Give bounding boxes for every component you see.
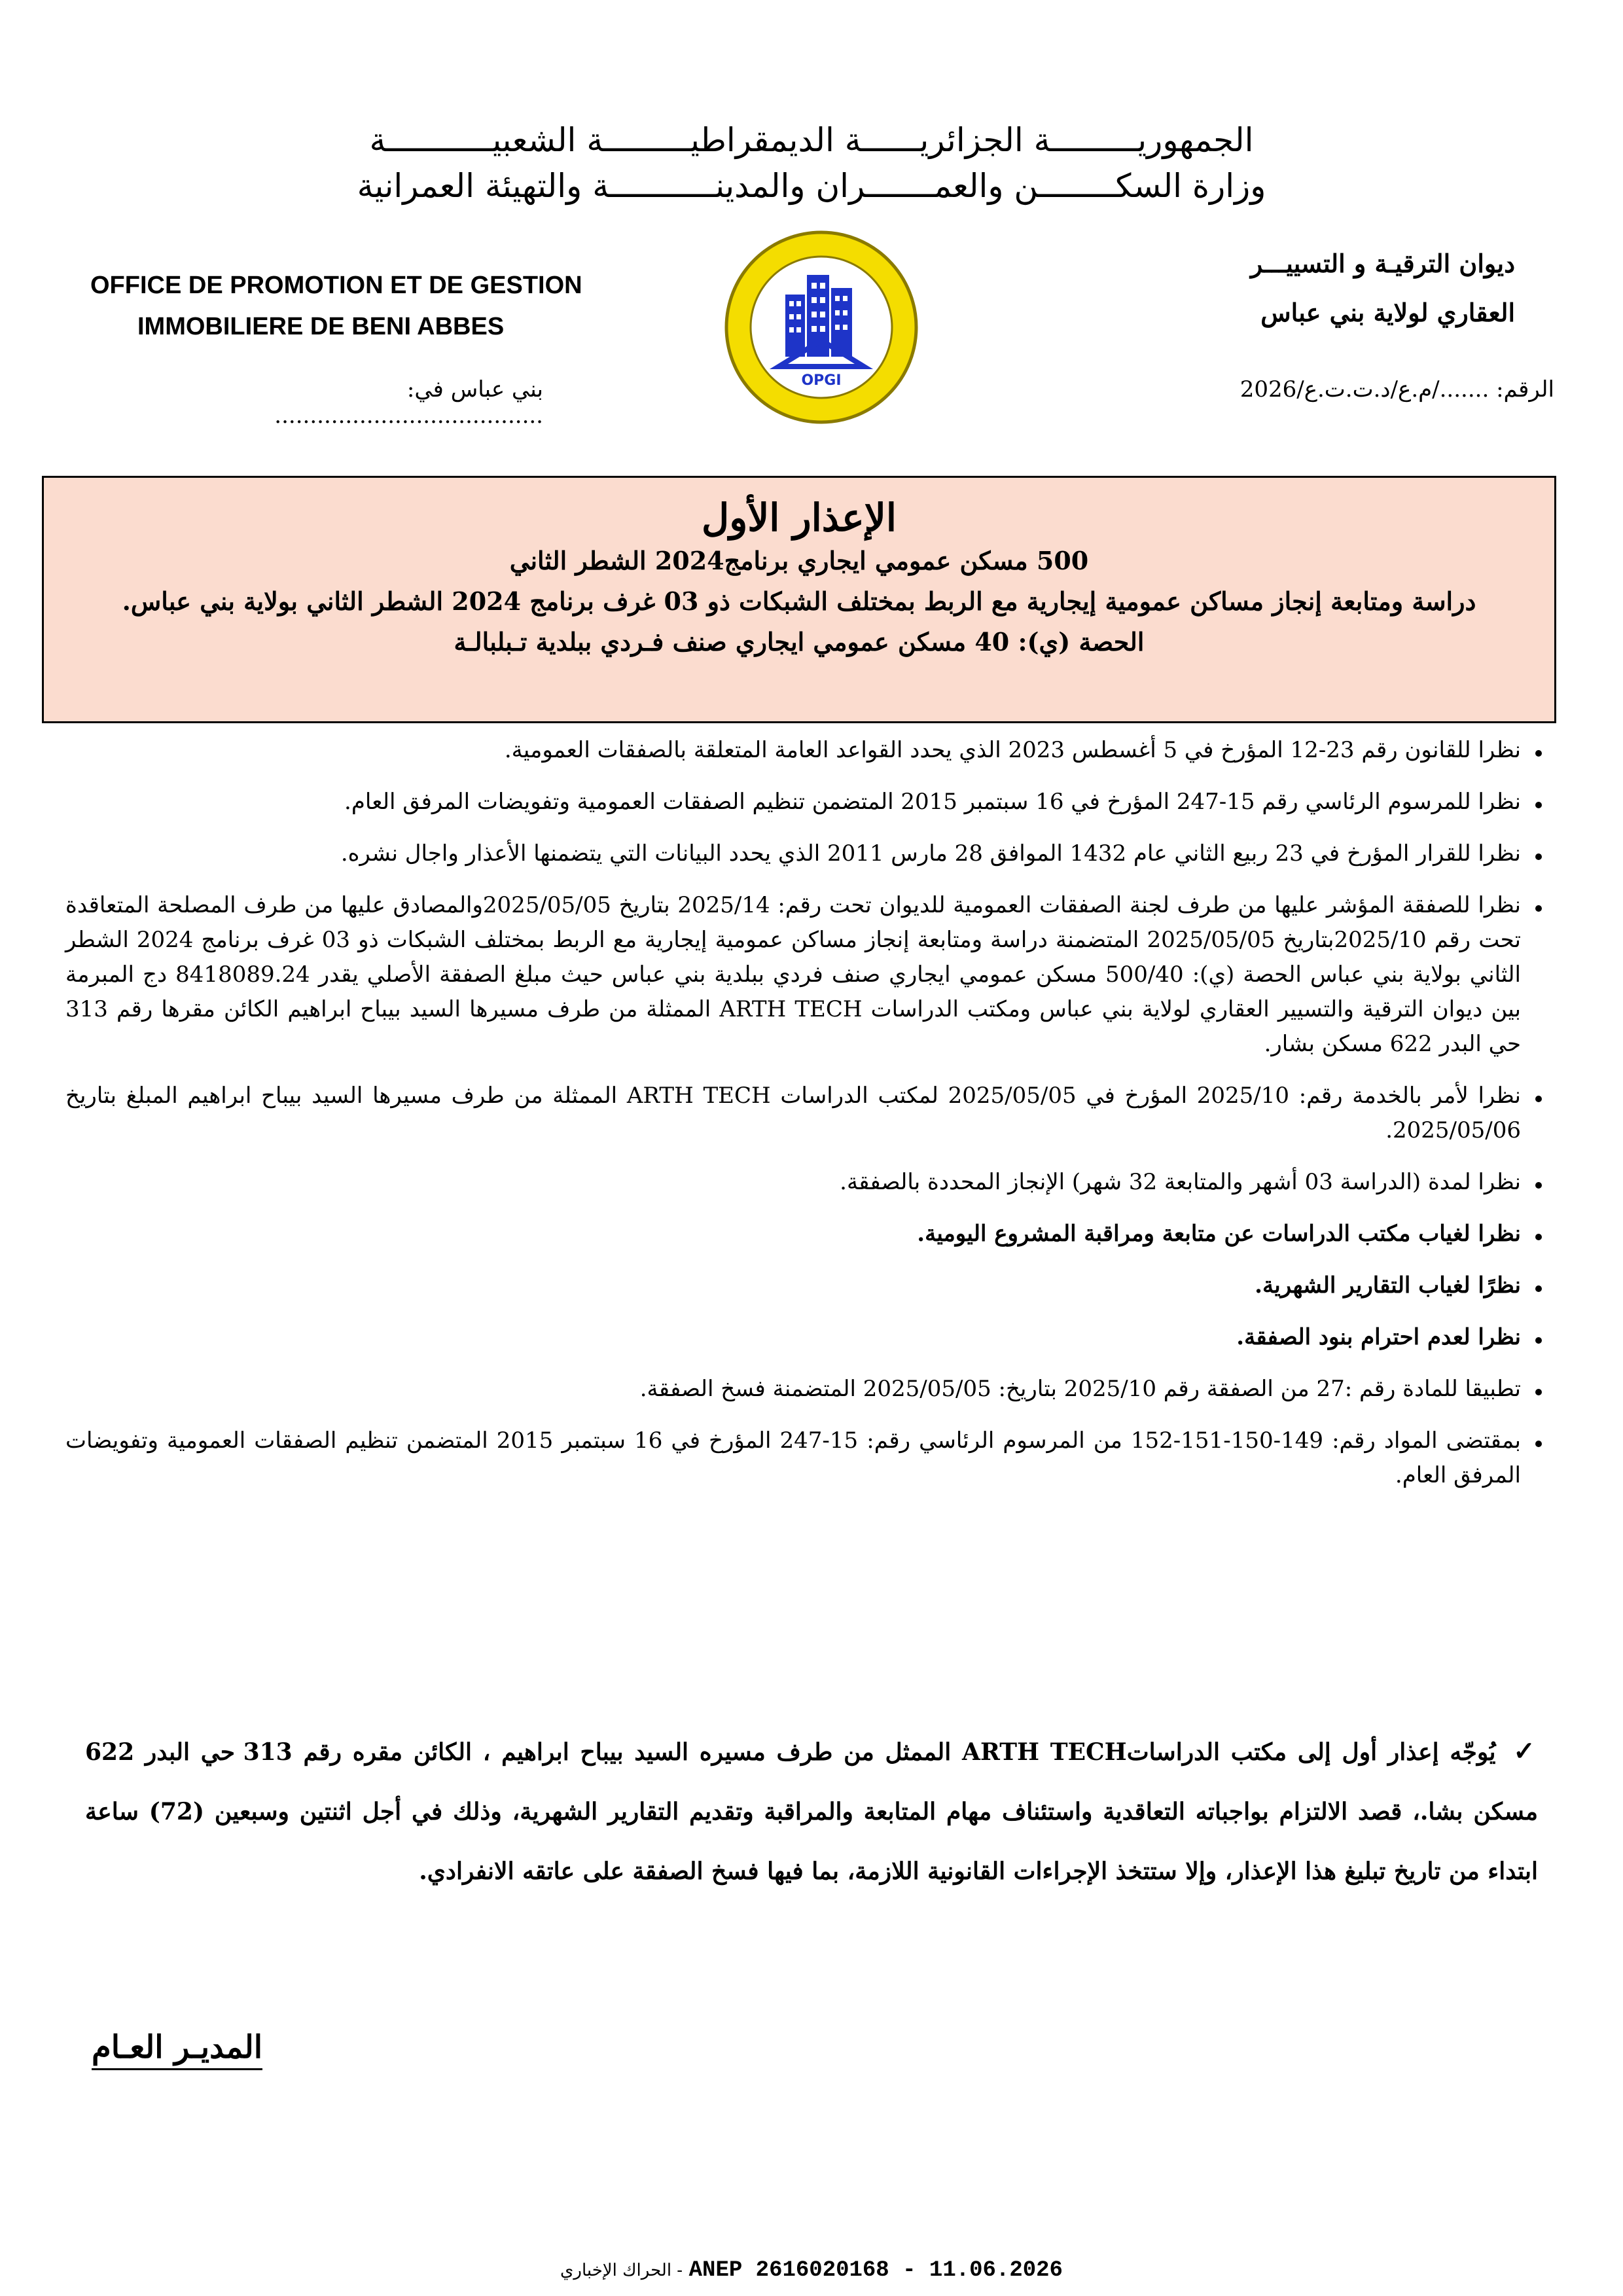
office-name-ar-line1: ديوان الترقيـة و التسييـــر [1250,249,1515,278]
notice-box [42,476,1556,723]
final-directive-text: يُوجّه إعذار أول إلى مكتب الدراساتARTH TECH الممثل من طرف مسيره السيد بيباح ابراهيم ، الكائن مقره رقم 313 حي البدر 622 مسكن بشا.، قصد الالتزام بواجباته التعاقدية واستئناف مهام المتابعة والمراقبة وتقديم التقارير الشهرية، وذلك في أجل اثنتين وسبعين (72) ساعة ابتداء من تاريخ تبليغ هذا الإعذار، وإلا ستتخذ الإجراءات القانونية اللازمة، بما فيها فسخ الصفقة على عاتقه الانفرادي. [85,1738,1538,1885]
notice-title: الإعذار الأول [702,495,897,540]
list-item: نظرا للقرار المؤرخ في 23 ربيع الثاني عام 1432 الموافق 28 مارس 2011 الذي يحدد البيانات التي يتضمنها الأعذار واجال نشره. [65,836,1544,871]
reference-number: الرقم: ......./م.ع/د.ت.ت.ع/2026 [1240,376,1554,403]
notice-line-3: الحصة (ي): 40 مسكن عمومي ايجاري صنف فـردي ببلدية تـبلبالـة [454,627,1145,656]
ministry-header: وزارة السكــــــــن والعمـــــــران والمدينـــــــــــة والتهيئة العمرانية [357,167,1266,205]
republic-header: الجمهوريـــــــــة الجزائريــــــة الديمقراطيـــــــــة الشعبيـــــــــــة [369,121,1254,159]
logo-abbreviation: OPGI [801,372,842,389]
list-item: نظرا لأمر بالخدمة رقم: 2025/10 المؤرخ في 2025/05/05 لمكتب الدراسات ARTH TECH الممثلة من طرف مسيرها السيد بيباح ابراهيم المبلغ بتاريخ 2025/05/06. [65,1079,1544,1148]
office-name-ar-line2: العقاري لولاية بني عباس [1260,298,1515,327]
considerations-list [65,733,1544,1510]
footer-newspaper: الحراك الإخباري - [560,2261,683,2280]
final-directive [85,1721,1538,1901]
list-item: تطبيقا للمادة رقم :27 من الصفقة رقم 2025/10 بتاريخ: 2025/05/05 المتضمنة فسخ الصفقة. [65,1372,1544,1407]
footer-anep-code: ANEP 2616020168 - 11.06.2026 [688,2258,1063,2283]
list-item: نظرا للصفقة المؤشر عليها من طرف لجنة الصفقات العمومية للديوان تحت رقم: 2025/14 بتاريخ 2025/05/05والمصادق عليها من طرف المصلحة المتعاقدة تحت رقم 2025/10بتاريخ 2025/05/05 المتضمنة دراسة ومتابعة إنجاز مساكن عمومية إيجارية مع الربط بمختلف الشبكات ذو 03 غرف برنامج 2024 الشطر الثاني بولاية بني عباس الحصة (ي): 500/40 مسكن عمومي ايجاري صنف فردي ببلدية بني عباس حيث مبلغ الصفقة الأصلي يقدر 8418089.24 دج المبرمة بين ديوان الترقية والتسيير العقاري لولاية بني عباس ومكتب الدراسات ARTH TECH الممثلة من طرف مسيرها السيد بيباح ابراهيم الكائن مقرها رقم 313 حي البدر 622 مسكن بشار. [65,888,1544,1062]
signature-title: المديـر العـام [92,2029,262,2070]
date-field: بني عباس في: ...................................... [274,376,543,429]
office-name-fr-line2: IMMOBILIERE DE BENI ABBES [137,313,505,340]
notice-line-1: 500 مسكن عمومي ايجاري برنامج2024 الشطر الثاني [509,546,1089,575]
list-item: نظرا لغياب مكتب الدراسات عن متابعة ومراقبة المشروع اليومية. [65,1217,1544,1251]
list-item: نظرا لمدة (الدراسة 03 أشهر والمتابعة 32 شهر) الإنجاز المحددة بالصفقة. [65,1165,1544,1200]
office-name-fr-line1: OFFICE DE PROMOTION ET DE GESTION [90,272,582,299]
list-item: نظرا لعدم احترام بنود الصفقة. [65,1320,1544,1355]
opgi-logo [723,229,919,425]
notice-line-2: دراسة ومتابعة إنجاز مساكن عمومية إيجارية مع الربط بمختلف الشبكات ذو 03 غرف برنامج 2024 الشطر الثاني بولاية بني عباس. [122,586,1476,616]
list-item: بمقتضى المواد رقم: 149-150-151-152 من المرسوم الرئاسي رقم: 15-247 المؤرخ في 16 سبتمبر 2015 المتضمن تنظيم الصفقات العمومية وتفويضات المرفق العام. [65,1424,1544,1493]
list-item: نظرا للمرسوم الرئاسي رقم 15-247 المؤرخ في 16 سبتمبر 2015 المتضمن تنظيم الصفقات العمومية وتفويضات المرفق العام. [65,785,1544,819]
list-item: نظرا للقانون رقم 23-12 المؤرخ في 5 أغسطس 2023 الذي يحدد القواعد العامة المتعلقة بالصفقات العمومية. [65,733,1544,768]
checkmark-icon: ✓ [1513,1736,1539,1767]
list-item: نظرًا لغياب التقارير الشهرية. [65,1268,1544,1303]
footer [0,2258,1623,2283]
